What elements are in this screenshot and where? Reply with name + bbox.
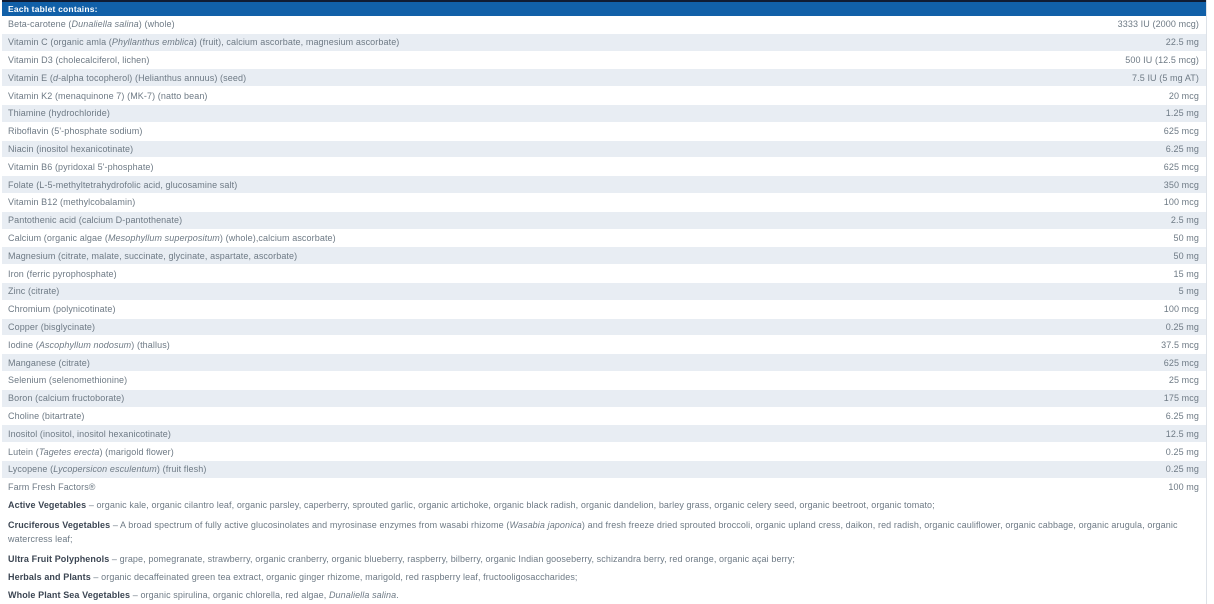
table-row (2, 354, 1206, 372)
ingredient-name: Copper (bisglycinate) (8, 321, 96, 332)
table-row (2, 247, 1206, 265)
ingredient-amount: 2.5 mg (1170, 215, 1199, 226)
ingredient-name: Calcium (organic algae (Mesophyllum superpositum) (whole),calcium ascorbate) (8, 232, 336, 243)
ingredient-name: Thiamine (hydrochloride) (8, 108, 110, 119)
ingredient-table-body (2, 16, 1206, 497)
table-header (2, 0, 1206, 16)
ingredient-name: Vitamin B6 (pyridoxal 5'-phosphate) (8, 161, 154, 172)
ingredient-amount: 0.25 mg (1165, 321, 1199, 332)
table-row (2, 443, 1206, 461)
table-row (2, 230, 1206, 248)
footnote-title: Cruciferous Vegetables (8, 519, 111, 530)
table-row (2, 425, 1206, 443)
table-row (2, 372, 1206, 390)
ingredient-amount: 12.5 mg (1165, 428, 1199, 439)
ingredient-name: Beta-carotene (Dunaliella salina) (whole) (8, 19, 175, 30)
ingredient-name: Iodine (Ascophyllum nodosum) (thallus) (8, 339, 170, 350)
ingredient-amount: 20 mcg (1168, 90, 1199, 101)
ingredient-name: Iron (ferric pyrophosphate) (8, 268, 117, 279)
supplement-facts-panel (2, 0, 1207, 604)
ingredient-name: Choline (bitartrate) (8, 410, 85, 421)
table-row (2, 16, 1206, 34)
ingredient-amount: 7.5 IU (5 mg AT) (1132, 72, 1199, 83)
table-row (2, 336, 1206, 354)
ingredient-amount: 50 mg (1173, 250, 1199, 261)
footnotes (2, 497, 1206, 604)
table-row (2, 123, 1206, 141)
ingredient-name: Inositol (inositol, inositol hexanicotinate) (8, 428, 171, 439)
ingredient-name: Manganese (citrate) (8, 357, 90, 368)
footnote-row: Herbals and Plants – organic decaffeinated green tea extract, organic ginger rhizome, marigold, red raspberry leaf, fructooligosaccharides; (2, 569, 1206, 587)
table-row (2, 461, 1206, 479)
table-row (2, 408, 1206, 426)
ingredient-name: Folate (L-5-methyltetrahydrofolic acid, glucosamine salt) (8, 179, 238, 190)
ingredient-name: Lycopene (Lycopersicon esculentum) (fruit flesh) (8, 464, 207, 475)
ingredient-amount: 100 mcg (1163, 304, 1199, 315)
footnote-row: Whole Plant Sea Vegetables – organic spirulina, organic chlorella, red algae, Dunaliella salina. (2, 587, 1206, 604)
ingredient-amount: 0.25 mg (1165, 464, 1199, 475)
table-row (2, 283, 1206, 301)
table-row (2, 69, 1206, 87)
table-row (2, 141, 1206, 159)
footnote-title: Ultra Fruit Polyphenols (8, 553, 110, 564)
ingredient-name: Lutein (Tagetes erecta) (marigold flower) (8, 446, 174, 457)
table-row (2, 319, 1206, 337)
ingredient-name: Boron (calcium fructoborate) (8, 393, 125, 404)
ingredient-amount: 15 mg (1173, 268, 1199, 279)
ingredient-name: Selenium (selenomethionine) (8, 375, 128, 386)
ingredient-name: Vitamin B12 (methylcobalamin) (8, 197, 136, 208)
table-row (2, 194, 1206, 212)
table-row (2, 52, 1206, 70)
ingredient-amount: 625 mcg (1163, 161, 1199, 172)
table-row (2, 479, 1206, 497)
ingredient-amount: 6.25 mg (1165, 410, 1199, 421)
ingredient-amount: 625 mcg (1163, 126, 1199, 137)
table-row (2, 34, 1206, 52)
ingredient-name: Vitamin E (d-alpha tocopherol) (Helianthus annuus) (seed) (8, 72, 247, 83)
table-row (2, 158, 1206, 176)
table-row (2, 176, 1206, 194)
ingredient-name: Vitamin D3 (cholecalciferol, lichen) (8, 54, 150, 65)
ingredient-amount: 22.5 mg (1165, 37, 1199, 48)
table-header-label: Each tablet contains: (8, 4, 98, 14)
ingredient-name: Riboflavin (5'-phosphate sodium) (8, 126, 143, 137)
footnote-row: Active Vegetables – organic kale, organic cilantro leaf, organic parsley, caperberry, sprouted garlic, organic artichoke, organic black radish, organic dandelion, barley grass, organic celery seed, organic beetroot, organic tomato; (2, 497, 1206, 515)
ingredient-name: Niacin (inositol hexanicotinate) (8, 143, 134, 154)
ingredient-name: Zinc (citrate) (8, 286, 60, 297)
ingredient-amount: 25 mcg (1168, 375, 1199, 386)
table-row (2, 105, 1206, 123)
ingredient-amount: 3333 IU (2000 mcg) (1117, 19, 1199, 30)
ingredient-name: Chromium (polynicotinate) (8, 304, 116, 315)
table-row (2, 265, 1206, 283)
ingredient-amount: 100 mg (1168, 482, 1199, 493)
ingredient-name: Vitamin C (organic amla (Phyllanthus emblica) (fruit), calcium ascorbate, magnesium ascorbate) (8, 37, 400, 48)
table-row (2, 301, 1206, 319)
ingredient-amount: 500 IU (12.5 mcg) (1125, 54, 1199, 65)
footnote-title: Active Vegetables (8, 499, 87, 510)
footnote-title: Herbals and Plants (8, 571, 91, 582)
table-row (2, 212, 1206, 230)
ingredient-name: Vitamin K2 (menaquinone 7) (MK-7) (natto bean) (8, 90, 208, 101)
ingredient-amount: 50 mg (1173, 232, 1199, 243)
footnote-title: Whole Plant Sea Vegetables (8, 589, 131, 600)
ingredient-amount: 6.25 mg (1165, 143, 1199, 154)
ingredient-name: Magnesium (citrate, malate, succinate, glycinate, aspartate, ascorbate) (8, 250, 298, 261)
table-row (2, 87, 1206, 105)
ingredient-amount: 100 mcg (1163, 197, 1199, 208)
ingredient-amount: 0.25 mg (1165, 446, 1199, 457)
ingredient-name: Farm Fresh Factors® (8, 482, 96, 493)
ingredient-amount: 5 mg (1178, 286, 1199, 297)
ingredient-name: Pantothenic acid (calcium D-pantothenate) (8, 215, 183, 226)
footnote-row: Cruciferous Vegetables – A broad spectrum of fully active glucosinolates and myrosinase enzymes from wasabi rhizome (Wasabia japonica) and fresh freeze dried sprouted broccoli, organic upland cress, daikon, red radish, organic cauliflower, organic cabbage, organic arugula, organic watercress leaf; (2, 514, 1206, 551)
ingredient-amount: 1.25 mg (1165, 108, 1199, 119)
ingredient-amount: 175 mcg (1163, 393, 1199, 404)
ingredient-amount: 350 mcg (1163, 179, 1199, 190)
ingredient-amount: 625 mcg (1163, 357, 1199, 368)
ingredient-amount: 37.5 mcg (1161, 339, 1199, 350)
table-row (2, 390, 1206, 408)
footnote-row: Ultra Fruit Polyphenols – grape, pomegranate, strawberry, organic cranberry, organic blueberry, raspberry, bilberry, organic Indian gooseberry, schizandra berry, red orange, organic açai berry; (2, 551, 1206, 569)
